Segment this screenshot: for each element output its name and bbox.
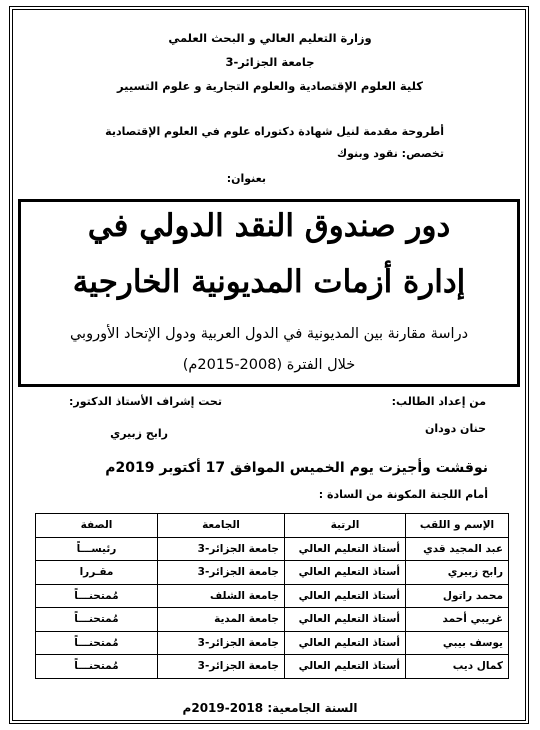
jury-table	[35, 513, 509, 679]
header-university: الجامعة	[158, 514, 285, 538]
jury-member-rank: أستاذ التعليم العالي	[285, 655, 406, 679]
jury-member-role: مُمتحنـــاً	[36, 631, 158, 655]
jury-member-name: عبد المجيد قدي	[406, 537, 509, 561]
jury-member-name: رابح زبيري	[406, 561, 509, 585]
jury-header-row	[36, 514, 509, 538]
jury-member-university: جامعة الجزائر-3	[158, 537, 285, 561]
academic-year: السنة الجامعية: 2018-2019م	[182, 701, 358, 715]
jury-member-university: جامعة الجزائر-3	[158, 561, 285, 585]
jury-member-role: مُمتحنـــاً	[36, 655, 158, 679]
thesis-title-line-2: إدارة أزمات المديونية الخارجية	[72, 264, 466, 300]
jury-member-name: غريبي أحمد	[406, 608, 509, 632]
header-name: الإسم و اللقب	[406, 514, 509, 538]
header-role: الصفة	[36, 514, 158, 538]
defense-date: نوقشت وأجيزت يوم الخميس الموافق 17 أكتوبر 2019م	[105, 460, 488, 476]
degree-statement: أطروحة مقدمة لنيل شهادة دكتوراه علوم في العلوم الإقتصادية	[105, 125, 444, 138]
table-row	[36, 584, 509, 608]
faculty-name: كلية العلوم الإقتصادية والعلوم التجارية و علوم التسيير	[117, 79, 423, 93]
jury-member-name: محمد راتول	[406, 584, 509, 608]
university-name: جامعة الجزائر-3	[225, 55, 315, 69]
thesis-title-line-1: دور صندوق النقد الدولي في	[87, 208, 451, 244]
title-box	[18, 199, 520, 387]
jury-member-role: مُمتحنـــاً	[36, 584, 158, 608]
thesis-subtitle-line-1: دراسة مقارنة بين المديونية في الدول العربية ودول الإتحاد الأوروبي	[69, 326, 469, 342]
student-label: من إعداد الطالب:	[391, 395, 486, 408]
jury-member-role: مُمتحنـــاً	[36, 608, 158, 632]
jury-member-name: يوسف بيبي	[406, 631, 509, 655]
student-name: حنان دودان	[424, 422, 486, 435]
supervisor-name: رابح زبيري	[110, 427, 168, 440]
table-row	[36, 655, 509, 679]
jury-member-name: كمال ديب	[406, 655, 509, 679]
jury-member-rank: أستاذ التعليم العالي	[285, 561, 406, 585]
jury-member-university: جامعة الشلف	[158, 584, 285, 608]
thesis-subtitle-line-2: خلال الفترة (2008-2015م)	[182, 357, 356, 373]
jury-member-role: مقـررا	[36, 561, 158, 585]
committee-intro: أمام اللجنة المكونة من السادة :	[318, 488, 488, 501]
supervisor-label: تحت إشراف الأستاذ الدكتور:	[69, 395, 222, 408]
jury-member-rank: أستاذ التعليم العالي	[285, 584, 406, 608]
table-row	[36, 537, 509, 561]
header-rank: الرتبة	[285, 514, 406, 538]
jury-member-university: جامعة الجزائر-3	[158, 655, 285, 679]
jury-member-rank: أستاذ التعليم العالي	[285, 631, 406, 655]
table-row	[36, 631, 509, 655]
jury-member-rank: أستاذ التعليم العالي	[285, 608, 406, 632]
jury-member-university: جامعة الجزائر-3	[158, 631, 285, 655]
ministry-name: وزارة التعليم العالي و البحث العلمي	[168, 31, 372, 45]
table-row	[36, 561, 509, 585]
jury-member-university: جامعة المدية	[158, 608, 285, 632]
jury-member-role: رئيســـاً	[36, 537, 158, 561]
table-row	[36, 608, 509, 632]
jury-member-rank: أستاذ التعليم العالي	[285, 537, 406, 561]
specialty: تخصص: نقود وبنوك	[337, 147, 444, 160]
title-label: بعنوان:	[226, 172, 266, 185]
